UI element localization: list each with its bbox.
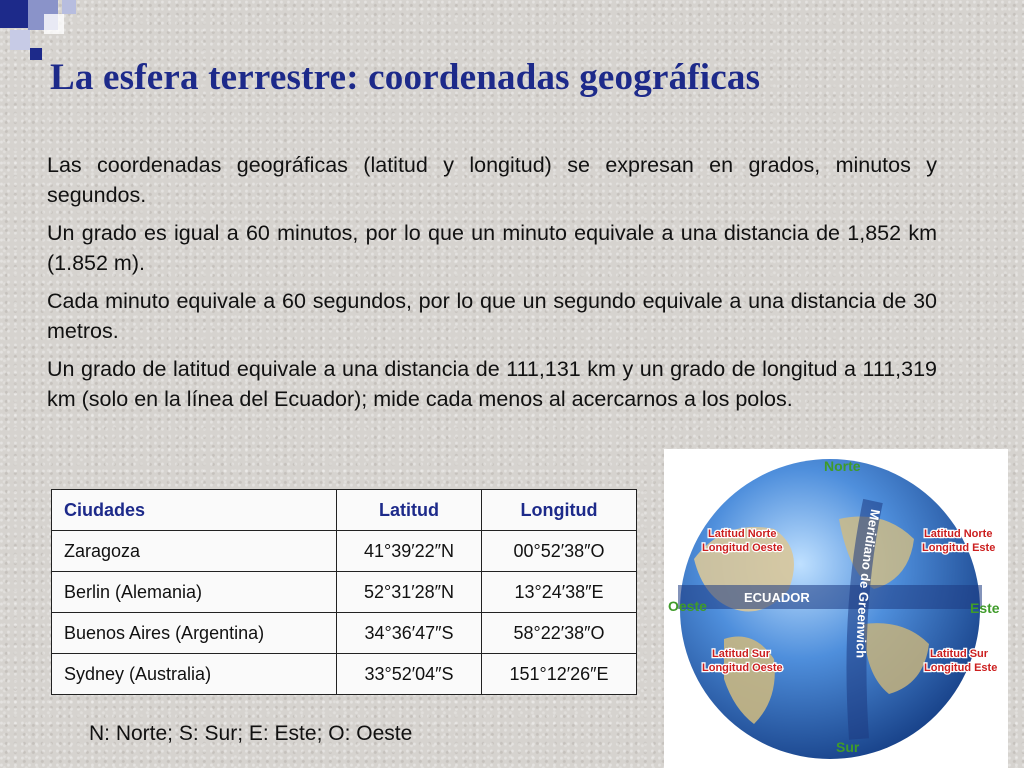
globe-svg xyxy=(664,449,1008,768)
globe-illustration xyxy=(664,449,1008,768)
decor-square xyxy=(44,14,64,34)
north-label: Norte xyxy=(824,458,861,474)
decor-square xyxy=(0,0,28,28)
table-row xyxy=(52,613,637,654)
se-latitude-label: Latitud Sur xyxy=(930,648,989,660)
legend-text: N: Norte; S: Sur; E: Este; O: Oeste xyxy=(89,722,413,745)
decor-square xyxy=(10,30,30,50)
decor-square xyxy=(62,0,76,14)
equator-band xyxy=(678,585,982,609)
slide-title: La esfera terrestre: coordenadas geográficas xyxy=(50,57,761,98)
table-row xyxy=(52,531,637,572)
paragraph: Las coordenadas geográficas (latitud y longitud) se expresan en grados, minutos y segundos. xyxy=(47,153,937,207)
city-cell: Berlin (Alemania) xyxy=(52,572,337,613)
body-text xyxy=(47,150,937,422)
header-latitud: Latitud xyxy=(337,490,482,531)
se-longitude-label: Longitud Este xyxy=(924,662,998,674)
east-label: Este xyxy=(970,600,1000,616)
latitude-cell: 52°31′28″N xyxy=(337,572,482,613)
longitude-cell: 58°22′38″O xyxy=(482,613,637,654)
ne-longitude-label: Longitud Este xyxy=(922,542,996,554)
latitude-cell: 34°36′47″S xyxy=(337,613,482,654)
decor-square xyxy=(30,48,42,60)
city-cell: Zaragoza xyxy=(52,531,337,572)
longitude-cell: 13°24′38″E xyxy=(482,572,637,613)
coordinates-table xyxy=(51,489,637,695)
header-longitud: Longitud xyxy=(482,490,637,531)
sw-longitude-label: Longitud Oeste xyxy=(702,662,783,674)
city-cell: Sydney (Australia) xyxy=(52,654,337,695)
longitude-cell: 00°52′38″O xyxy=(482,531,637,572)
table-row xyxy=(52,654,637,695)
city-cell: Buenos Aires (Argentina) xyxy=(52,613,337,654)
nw-latitude-label: Latitud Norte xyxy=(708,528,777,540)
south-label: Sur xyxy=(836,739,860,755)
meridian-label: Meridiano de Greenwich xyxy=(853,508,884,659)
nw-longitude-label: Longitud Oeste xyxy=(702,542,783,554)
equator-label: ECUADOR xyxy=(744,590,810,605)
table-header-row xyxy=(52,490,637,531)
sw-latitude-label: Latitud Sur xyxy=(712,648,771,660)
paragraph: Un grado de latitud equivale a una distancia de 111,131 km y un grado de longitud a 111,319 km (solo en la línea del Ecuador); mide cada menos al acercarnos a los polos. xyxy=(47,357,937,411)
table-row xyxy=(52,572,637,613)
latitude-cell: 33°52′04″S xyxy=(337,654,482,695)
paragraph: Un grado es igual a 60 minutos, por lo que un minuto equivale a una distancia de 1,852 km (1.852 m). xyxy=(47,221,937,275)
ne-latitude-label: Latitud Norte xyxy=(924,528,993,540)
paragraph: Cada minuto equivale a 60 segundos, por lo que un segundo equivale a una distancia de 30 metros. xyxy=(47,289,937,343)
west-label: Oeste xyxy=(668,598,707,614)
latitude-cell: 41°39′22″N xyxy=(337,531,482,572)
longitude-cell: 151°12′26″E xyxy=(482,654,637,695)
header-ciudades: Ciudades xyxy=(52,490,337,531)
